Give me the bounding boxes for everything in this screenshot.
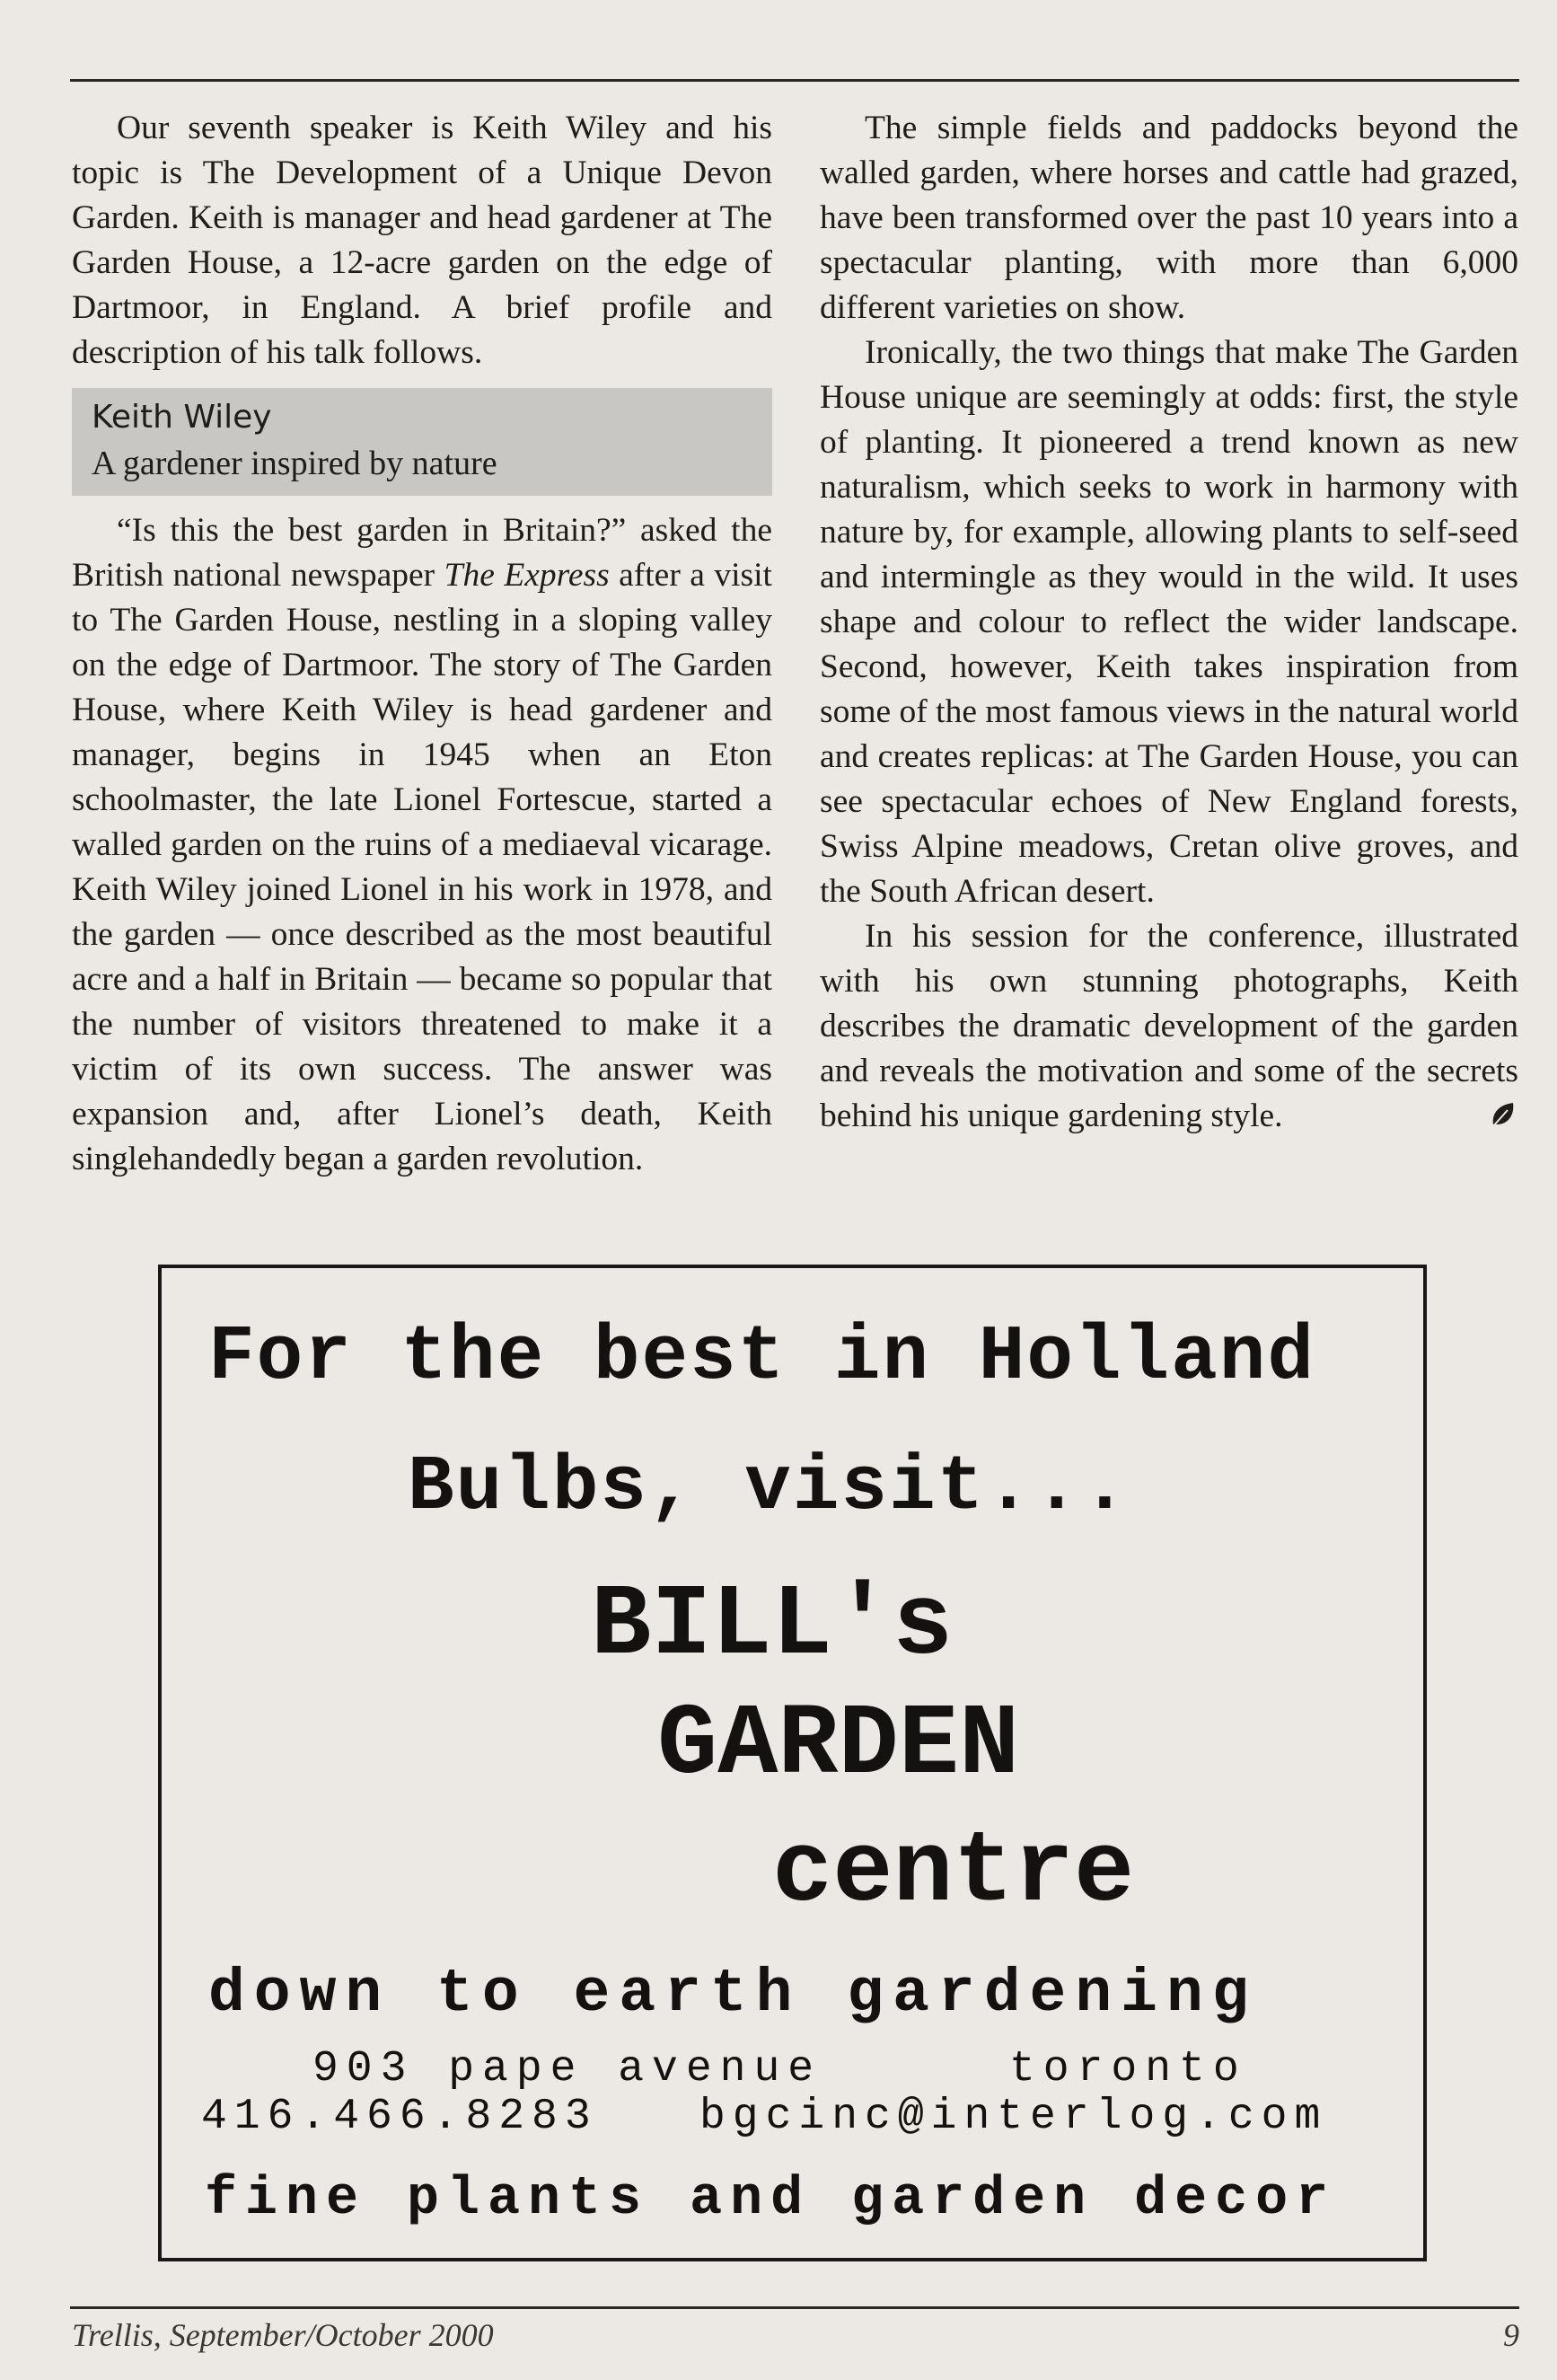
body-paragraph-unique: Ironically, the two things that make The Garden House unique are seemingly at odds: first, the style of planting. It pioneered a trend known as new naturalism, which seeks to work in harmony with nature by, for example, allowing plants to self-seed and intermingle as they would in the wild. It uses shape and colour to reflect the wider landscape. Second, however, Keith takes inspiration from some of the most famous views in the natural world and creates replicas: at The Garden House, you can see spectacular echoes of New England forests, Swiss Alpine meadows, Cretan olive groves, and the South African desert. (820, 334, 1518, 910)
page-number: 9 (1503, 2317, 1519, 2353)
newspaper-name: The Express (444, 557, 610, 594)
ad-city: toronto (1009, 2045, 1247, 2094)
ad-headline: For the best in Holland (208, 1313, 1315, 1401)
speaker-name: Keith Wiley (92, 399, 272, 436)
ad-contact-line (201, 2093, 1328, 2141)
left-column (72, 106, 772, 1182)
body-text-start: “Is this the best garden in Britain?” asked the British national newspaper (72, 512, 772, 594)
ad-store-name: BILL's (591, 1569, 954, 1683)
speaker-subtitle: A gardener inspired by nature (92, 445, 497, 482)
ad-store-name-2: GARDEN (657, 1688, 1020, 1803)
right-column (820, 106, 1518, 1142)
ad-address: 903 pape avenue (312, 2045, 822, 2094)
speaker-heading-box (72, 388, 772, 496)
body-text-end: after a visit to The Garden House, nestling in a sloping valley on the edge of Dartmoor. The story of The Garden House, where Keith Wiley is head gardener and manager, begins in 1945 when an Eton schoolmaster, the late Lionel Fortescue, started a walled garden on the ruins of a mediaeval vicarage. Keith Wiley joined Lionel in his work in 1978, and the garden — once described as the most beautiful acre and a half in Britain — became so popular that the number of visitors threatened to make it a victim of its own success. The answer was expansion and, after Lionel’s death, Keith singlehandedly began a garden revolution. (72, 557, 772, 1177)
bills-garden-centre-ad (158, 1265, 1427, 2261)
ad-phone: 416.466.8283 (201, 2093, 598, 2141)
body-paragraph-session (820, 914, 1518, 1139)
ad-address-line (312, 2045, 1247, 2094)
publication-footer: Trellis, September/October 2000 (72, 2317, 494, 2353)
ad-store-name-3: centre (772, 1816, 1135, 1930)
ad-headline-2: Bulbs, visit... (408, 1443, 1130, 1531)
top-rule (70, 79, 1519, 82)
ad-tagline: down to earth gardening (208, 1960, 1258, 2029)
body-paragraph (72, 508, 772, 1182)
session-text: In his session for the conference, illustrated with his own stunning photographs, Keith describes the dramatic development of the garden and reveals the motivation and some of the secrets behind his unique gardening style. (820, 918, 1518, 1134)
ad-slogan: fine plants and garden decor (205, 2169, 1337, 2230)
intro-paragraph: Our seventh speaker is Keith Wiley and his topic is The Development of a Unique Devon Garden. Keith is manager and head gardener at The Garden House, a 12-acre garden on the edge of Dartmoor, in England. A brief profile and description of his talk follows. (72, 110, 772, 371)
ad-email: bgcinc@interlog.com (699, 2093, 1328, 2141)
leaf-icon (1443, 1097, 1518, 1142)
bottom-rule (70, 2306, 1519, 2309)
body-paragraph-fields: The simple fields and paddocks beyond the walled garden, where horses and cattle had grazed, have been transformed over the past 10 years into a spectacular planting, with more than 6,000 different varieties on show. (820, 110, 1518, 326)
